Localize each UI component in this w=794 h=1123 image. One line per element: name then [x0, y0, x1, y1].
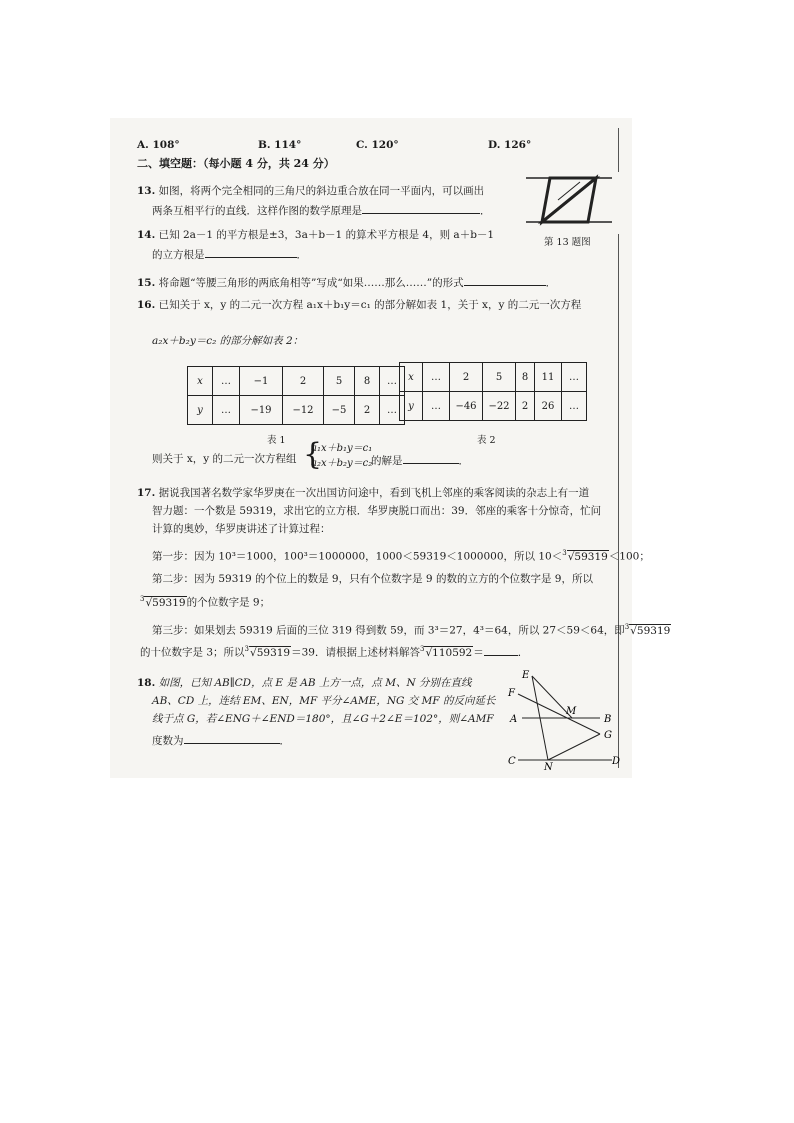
q16-line1: 16. 已知关于 x，y 的二元一次方程 a₁x＋b₁y＝c₁ 的部分解如表 1，关于 x，y 的二元一次方程: [137, 299, 582, 311]
q15-answer-blank: [464, 274, 546, 286]
q16-eq1: a₁x＋b₁y＝c₁: [311, 443, 373, 454]
q16-table2: [399, 362, 587, 421]
q16-line3: 则关于 x，y 的二元一次方程组: [152, 453, 297, 465]
q13-line2: 两条互相平行的直线．这样作图的数学原理是 ．: [152, 202, 491, 218]
option-d: D. 126°: [488, 139, 532, 151]
table-row: y … −19 −12 −5 2 …: [188, 396, 405, 425]
q16-eq2: a₂x＋b₂y＝c₂: [311, 458, 373, 469]
q17-step1: 第一步：因为 10³＝1000，100³＝1000000，1000＜59319＜1000000，所以 10＜$^3$√59319＜100；: [152, 549, 650, 563]
q17-line3: 计算的奥妙，华罗庚讲述了计算过程：: [152, 523, 331, 535]
q18-line1: 18. 如图，已知 AB∥CD，点 E 是 AB 上方一点，点 M、N 分别在直线: [137, 677, 472, 689]
label-c: C: [508, 756, 516, 767]
label-g: G: [604, 730, 612, 741]
table-row: x … −1 2 5 8 …: [188, 367, 405, 396]
label-a: A: [510, 714, 518, 725]
q17-answer-blank: [484, 644, 518, 656]
option-c: C. 120°: [356, 139, 399, 151]
q16-table1: [187, 366, 405, 425]
q14-answer-blank: [205, 246, 297, 258]
q17-line2: 智力题：一个数是 59319，求出它的立方根．华罗庚脱口而出：39．邻座的乘客十分惊奇，忙问: [152, 505, 602, 517]
q14-line2: 的立方根是 ．: [152, 246, 307, 262]
option-b: B. 114°: [258, 139, 302, 151]
label-b: B: [604, 714, 612, 725]
q18-line4: 度数为 ．: [152, 732, 290, 748]
q13-figure: [520, 172, 620, 234]
q16-line3b: 的解是 ．: [371, 452, 469, 468]
q13-caption: 第 13 题图: [544, 237, 591, 248]
q16-table2-caption: 表 2: [477, 435, 496, 446]
q17-step2b: $^3$√59319的个位数字是 9；: [140, 595, 271, 609]
q17-step2: 第二步：因为 59319 的个位上的数是 9，只有个位数字是 9 的数的立方的个位数字是 9，所以: [152, 573, 593, 585]
q13-line1: 13. 如图，将两个完全相同的三角尺的斜边重合放在同一平面内，可以画出: [137, 185, 485, 197]
q18-line3: 线于点 G，若∠ENG＋∠END＝180°，且∠G＋2∠E＝102°，则∠AMF: [152, 713, 494, 725]
label-e: E: [522, 670, 530, 681]
label-m: M: [566, 706, 577, 717]
q18-line2: AB、CD 上，连结 EM、EN，MF 平分∠AME，NG 交 MF 的反向延长: [152, 695, 496, 707]
q17-step3b: 的十位数字是 3；所以$^3$√59319＝39．请根据上述材料解答$^3$√110592＝ ．: [140, 645, 529, 659]
table-row: y … −46 −22 2 26 …: [400, 392, 587, 421]
q16-table1-caption: 表 1: [267, 435, 286, 446]
table-row: x … 2 5 8 11 …: [400, 363, 587, 392]
q17-line1: 17. 据说我国著名数学家华罗庚在一次出国访问途中，看到飞机上邻座的乘客阅读的杂志上有一道: [137, 487, 590, 499]
system-brace: {: [303, 437, 323, 472]
q14-line1: 14. 已知 2a－1 的平方根是±3，3a＋b－1 的算术平方根是 4，则 a＋b－1: [137, 229, 495, 241]
q13-answer-blank: [362, 202, 480, 214]
q15-line1: 15. 将命题“等腰三角形的两底角相等”写成“如果……那么……”的形式 ．: [137, 274, 556, 290]
q16-line2: a₂x＋b₂y＝c₂ 的部分解如表 2：: [152, 335, 304, 347]
q17-step3: 第三步：如果划去 59319 后面的三位 319 得到数 59，而 3³＝27，4³＝64，所以 27＜59＜64，即$^3$√59319: [152, 623, 671, 637]
label-f: F: [508, 688, 515, 699]
q18-figure: [500, 664, 630, 772]
q18-answer-blank: [184, 732, 280, 744]
option-a: A. 108°: [137, 139, 180, 151]
label-n: N: [544, 762, 553, 772]
q16-answer-blank: [403, 452, 459, 464]
section-title: 二、填空题：（每小题 4 分，共 24 分）: [137, 157, 335, 170]
label-d: D: [612, 756, 621, 767]
